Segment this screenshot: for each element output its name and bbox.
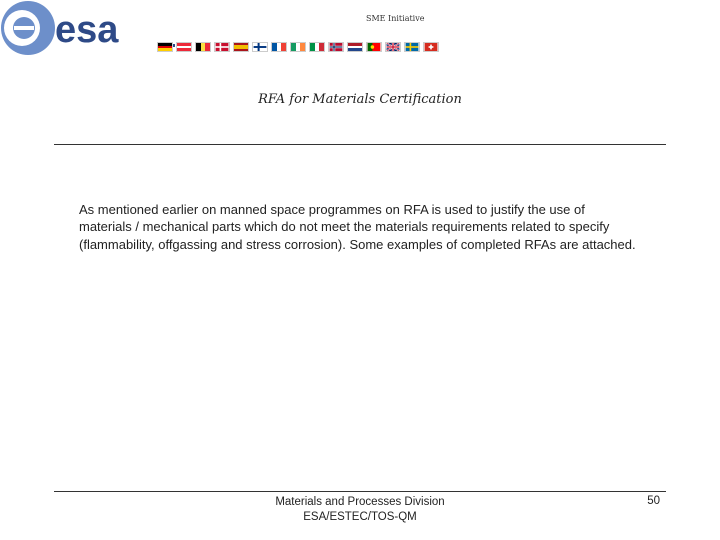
footer-department: ESA/ESTEC/TOS-QM (303, 511, 417, 523)
ireland-flag (290, 42, 306, 52)
uk-flag (385, 42, 401, 52)
slide-title: RFA for Materials Certification (258, 92, 462, 107)
denmark-flag (214, 42, 230, 52)
logo-wordmark: esa (55, 9, 119, 51)
italy-flag (309, 42, 325, 52)
body-paragraph: As mentioned earlier on manned space programmes on RFA is used to justify the use of materials / mechanical parts which do not meet the materials requirements related to specify (flammability, offgassing and stress corrosion). Some examples of completed RFAs are attached. (79, 202, 636, 252)
finland-flag (252, 42, 268, 52)
footer-division: Materials and Processes Division (275, 496, 445, 508)
belgium-flag (195, 42, 211, 52)
member-flags (157, 42, 439, 52)
title-divider (54, 144, 666, 145)
norway-flag (328, 42, 344, 52)
switzerland-flag (423, 42, 439, 52)
portugal-flag (366, 42, 382, 52)
footer-divider (54, 491, 666, 492)
austria-flag (176, 42, 192, 52)
spain-flag (233, 42, 249, 52)
page-number: 50 (647, 495, 660, 507)
germany-flag (157, 42, 173, 52)
netherlands-flag (347, 42, 363, 52)
footer (210, 495, 510, 525)
france-flag (271, 42, 287, 52)
header-tag: SME Initiative (366, 14, 425, 23)
esa-logo (0, 0, 175, 56)
sweden-flag (404, 42, 420, 52)
